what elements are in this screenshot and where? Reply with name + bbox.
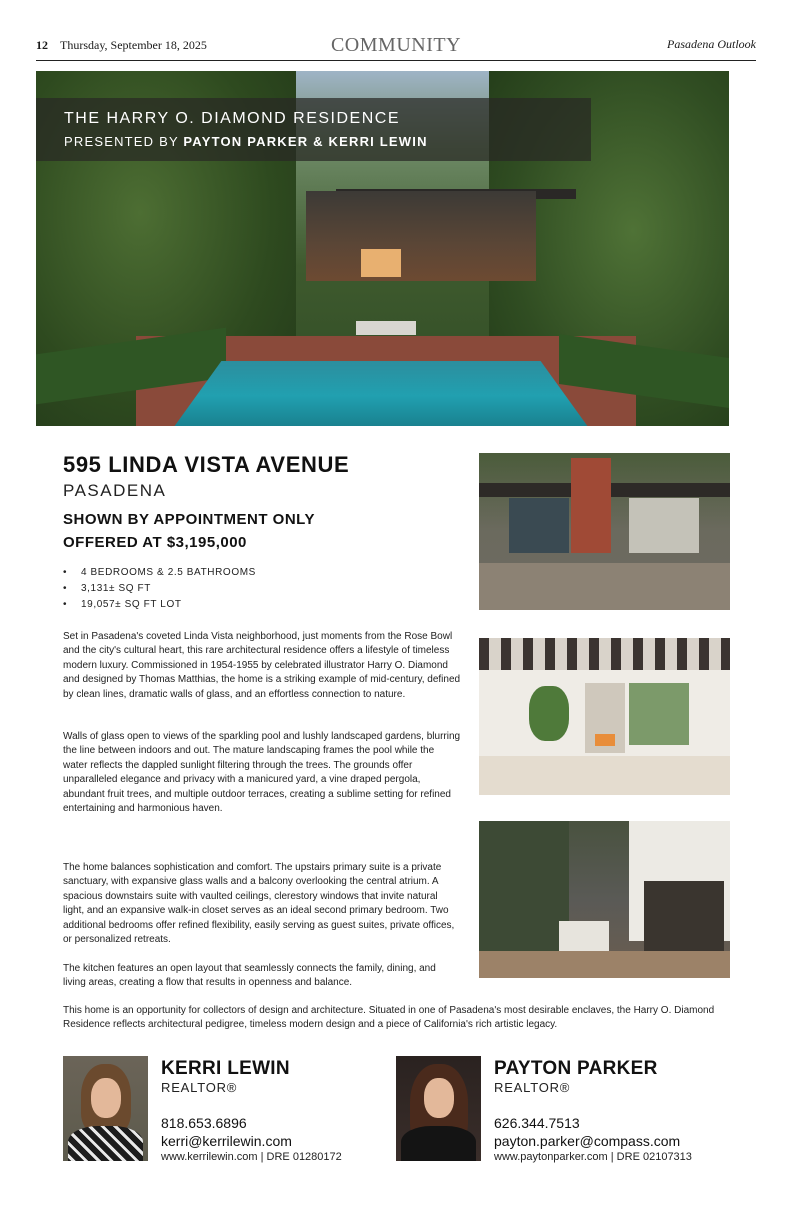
- avatar-body: [401, 1126, 476, 1161]
- agent-website: www.paytonparker.com | DRE 02107313: [494, 1151, 692, 1163]
- spec-item: [63, 597, 256, 613]
- photo-exterior: [479, 453, 730, 610]
- listing-price: OFFERED AT $3,195,000: [63, 534, 247, 551]
- hero-lit-window: [361, 249, 401, 277]
- photo-patio: [479, 563, 730, 610]
- masthead-rule: [36, 60, 756, 61]
- agent-role: REALTOR®: [494, 1080, 571, 1095]
- spec-list: [63, 565, 256, 613]
- hero-patio-furniture: [356, 321, 416, 335]
- body-paragraph: Set in Pasadena's coveted Linda Vista neighborhood, just moments from the Rose Bowl and the city's cultural heart, this rare architectural residence offers a lifestyle of timeless modern luxury. Commissioned in 1954-1955 by celebrated illustrator Harry O. Diamond and designed by Thomas Matthias, the home is a striking example of mid-century, defined by clean lines, dramatic walls of glass, and an effortless connection to nature.: [63, 631, 461, 700]
- photo-fire: [595, 734, 615, 746]
- spec-item: [63, 565, 256, 581]
- showing-note: SHOWN BY APPOINTMENT ONLY: [63, 511, 315, 528]
- bullet-icon: •: [63, 599, 68, 610]
- avatar-face: [424, 1078, 454, 1118]
- photo-lounge-chair: [559, 921, 609, 951]
- photo-sofa: [479, 756, 730, 795]
- listing-city: PASADENA: [63, 481, 167, 500]
- spec-text: 3,131± SQ FT: [81, 583, 151, 594]
- agent-name: PAYTON PARKER: [494, 1058, 658, 1079]
- photo-interior-glimpse: [629, 498, 699, 553]
- body-paragraph: The home balances sophistication and comfort. The upstairs primary suite is a private sanctuary, with expansive glass walls and a balcony overlooking the central atrium. A spacious downstairs suite with vaulted ceilings, clerestory windows that invite natural light, and an expansive walk-in closet serves as an ideal second primary bedroom. Two additional bedrooms offer refined flexibility, easily serving as guest suites, private offices, or personalized retreats.: [63, 862, 455, 946]
- agent-role: REALTOR®: [161, 1080, 238, 1095]
- bullet-icon: •: [63, 567, 68, 578]
- page-number: 12: [36, 38, 48, 52]
- photo-atrium-patio: [479, 821, 730, 978]
- masthead: [36, 34, 756, 58]
- agent-phone: 626.344.7513: [494, 1115, 580, 1131]
- spec-text: 4 BEDROOMS & 2.5 BATHROOMS: [81, 567, 256, 578]
- photo-sliding-door: [644, 881, 724, 951]
- issue-date: Thursday, September 18, 2025: [60, 38, 207, 52]
- avatar-body: [68, 1126, 143, 1161]
- body-paragraph: Walls of glass open to views of the sparkling pool and lushly landscaped gardens, blurring the line between indoors and out. The mature landscaping frames the pool while the water reflects the dappled sunlight filtering through the trees. The grounds offer unparalleled elegance and privacy with a manicured yard, a vine draped pergola, abundant fruit trees, and multiple outdoor terraces, creating a sublime setting for refined entertaining and harmonious haven.: [63, 731, 461, 815]
- agent-website: www.kerrilewin.com | DRE 01280172: [161, 1151, 342, 1163]
- listing-address: 595 LINDA VISTA AVENUE: [63, 452, 350, 477]
- agent-email: payton.parker@compass.com: [494, 1133, 681, 1149]
- agent-email: kerri@kerrilewin.com: [161, 1133, 292, 1149]
- presented-prefix: PRESENTED BY: [64, 134, 179, 149]
- photo-brick-chimney: [571, 458, 611, 553]
- hero-house: [306, 191, 536, 281]
- publication-name: Pasadena Outlook: [667, 37, 756, 51]
- residence-title: THE HARRY O. DIAMOND RESIDENCE: [64, 110, 401, 127]
- bullet-icon: •: [63, 583, 68, 594]
- photo-living-room: [479, 638, 730, 795]
- hero-pool: [171, 361, 591, 426]
- spec-text: 19,057± SQ FT LOT: [81, 599, 182, 610]
- spec-item: [63, 581, 256, 597]
- photo-glass-wall: [509, 498, 569, 553]
- photo-window: [629, 683, 689, 745]
- section-title: COMMUNITY: [330, 34, 462, 56]
- agent-name: KERRI LEWIN: [161, 1058, 290, 1079]
- agent-phone: 818.653.6896: [161, 1115, 247, 1131]
- photo-deck: [479, 951, 730, 978]
- avatar-face: [91, 1078, 121, 1118]
- photo-greenery: [479, 821, 569, 951]
- presented-by: [64, 134, 428, 149]
- avatar-kerri-lewin: [63, 1056, 148, 1161]
- hero-banner: [36, 98, 591, 161]
- photo-plant: [529, 686, 569, 741]
- closing-paragraph: This home is an opportunity for collectors of design and architecture. Situated in one of Pasadena's most desirable enclaves, the Harry O. Diamond Residence reflects architectural pedigree, timeless modern design and a piece of California's rich artistic legacy.: [63, 1005, 715, 1031]
- avatar-payton-parker: [396, 1056, 481, 1161]
- presenters: PAYTON PARKER & KERRI LEWIN: [183, 134, 428, 149]
- body-paragraph: The kitchen features an open layout that seamlessly connects the family, dining, and living areas, creating a flow that results in openness and balance.: [63, 963, 436, 989]
- photo-beamed-ceiling: [479, 638, 730, 670]
